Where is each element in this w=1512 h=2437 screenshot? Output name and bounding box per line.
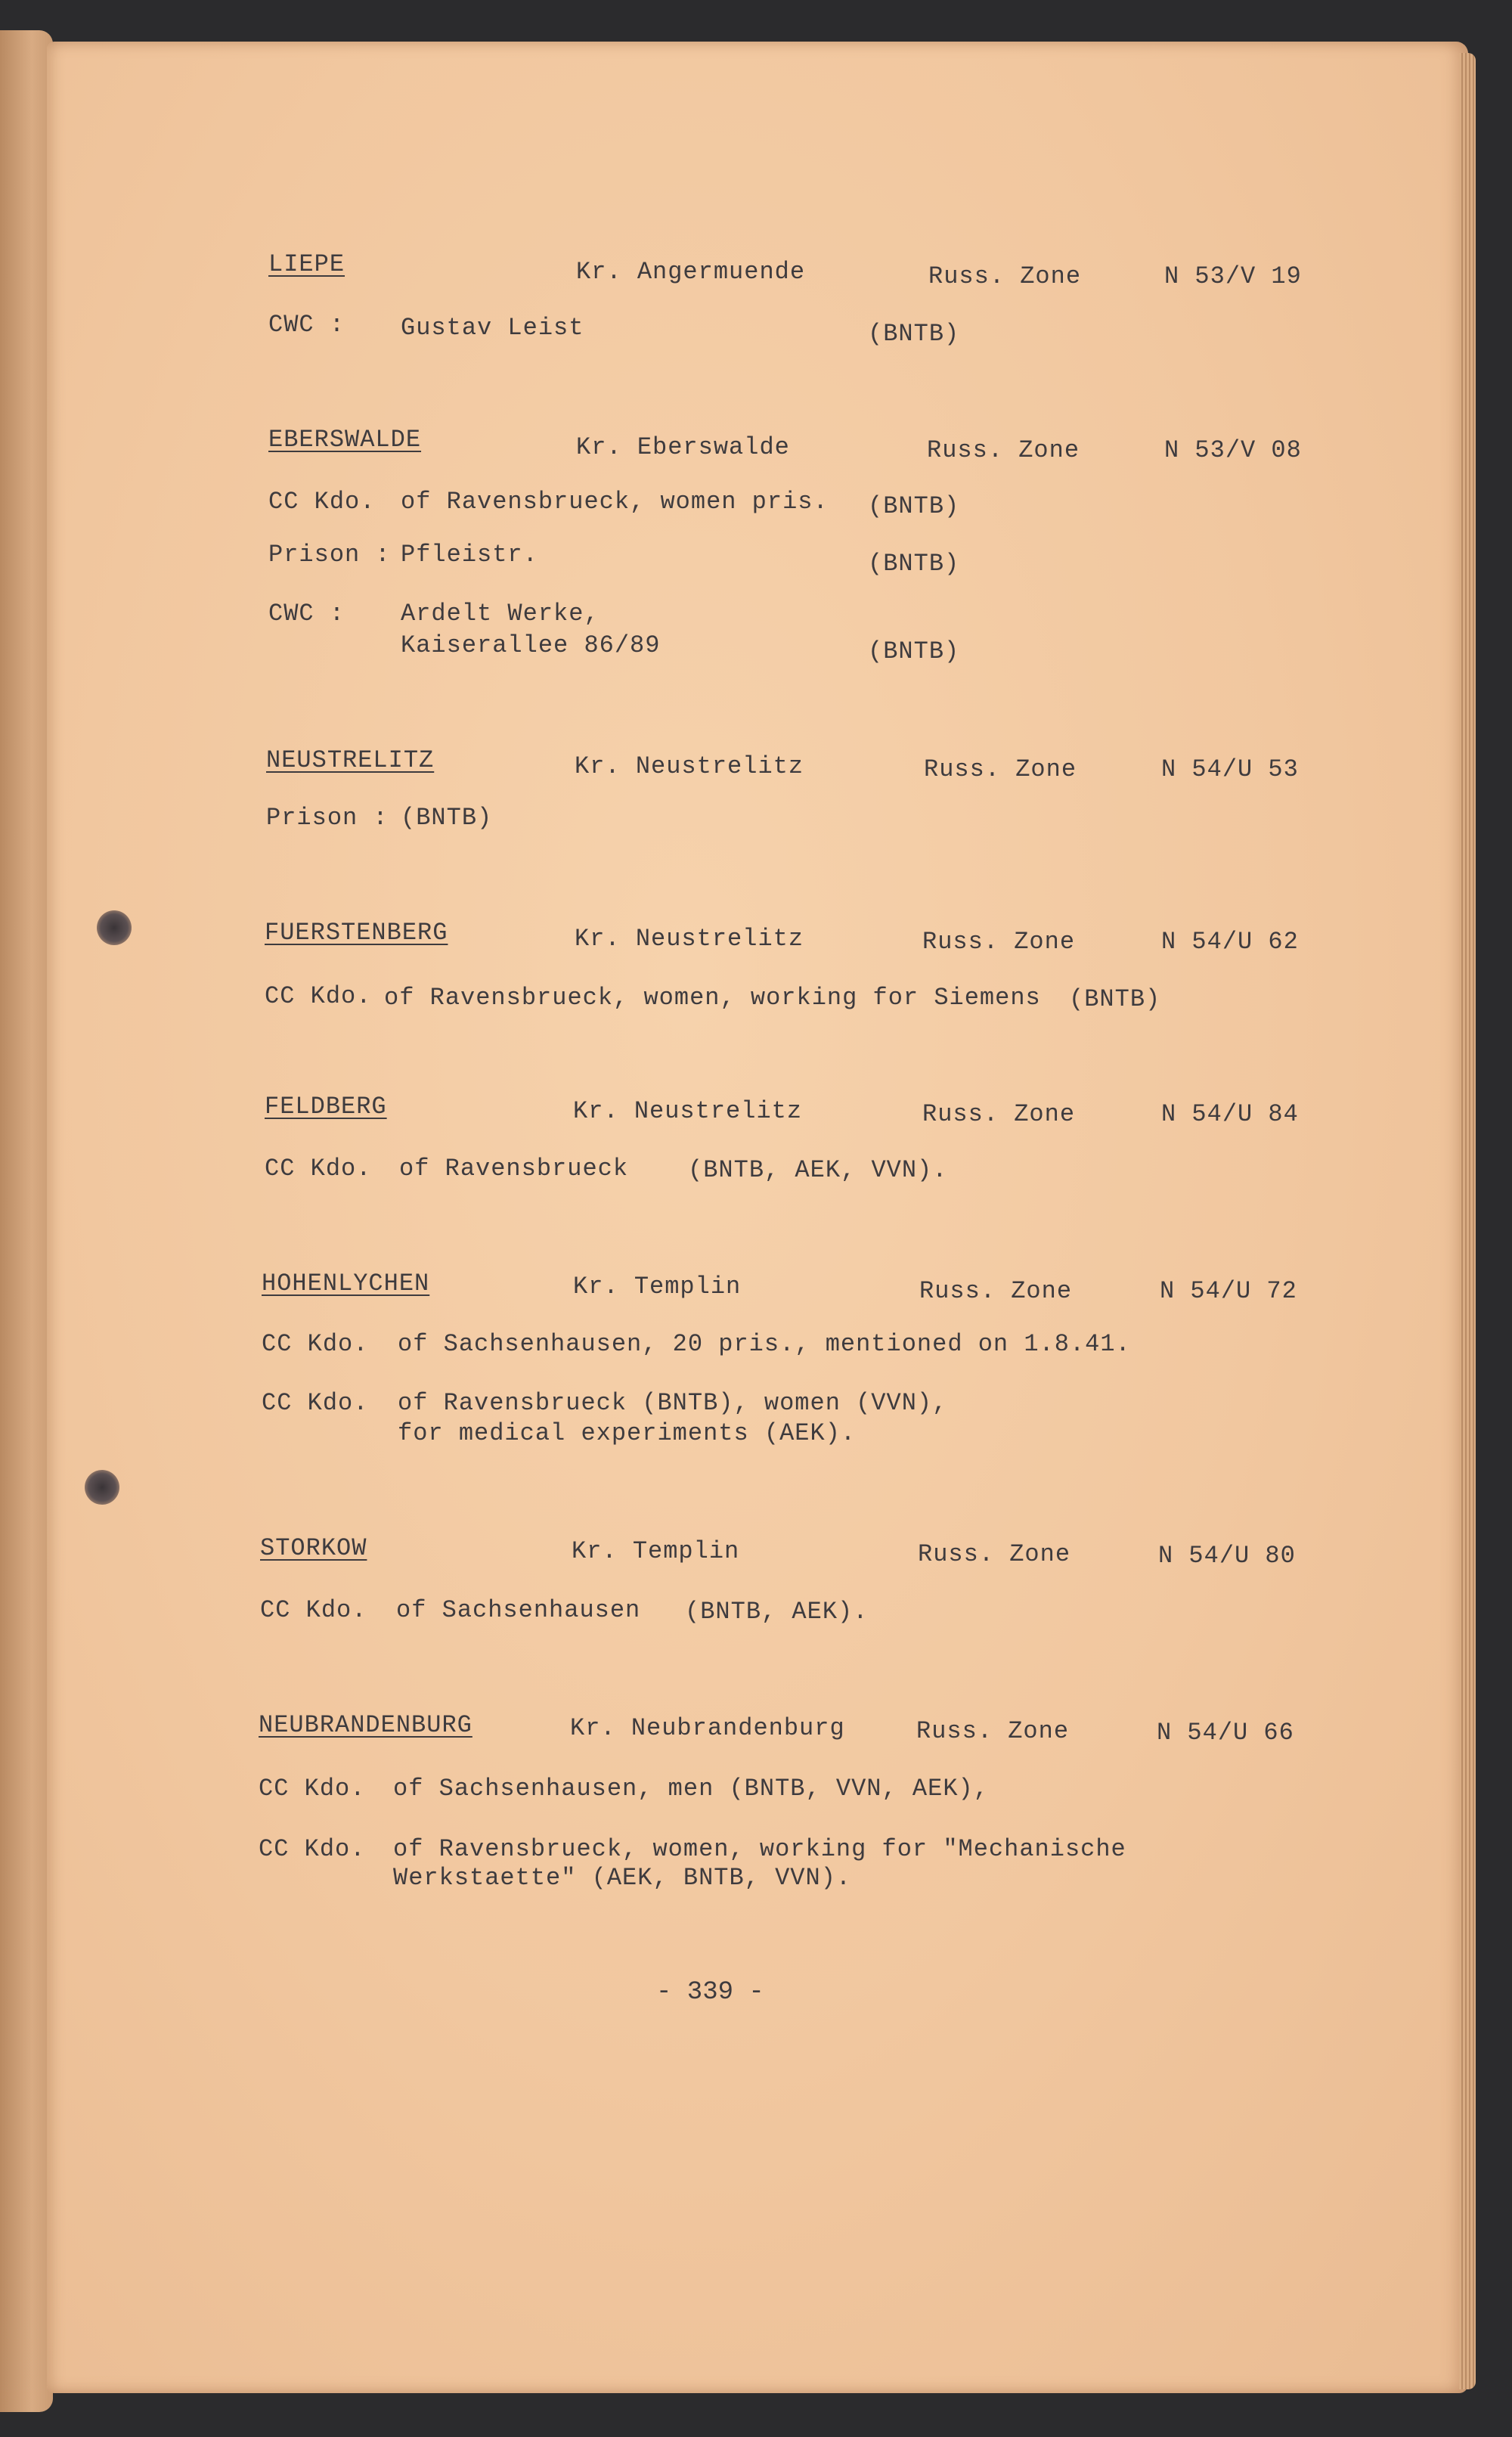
- grid-reference: N 54/U 72: [1160, 1277, 1297, 1305]
- entry-source: (BNTB): [1069, 985, 1161, 1013]
- entry-label: CC Kdo.: [260, 1596, 367, 1624]
- entry-text: of Sachsenhausen: [396, 1596, 641, 1624]
- zone: Russ. Zone: [916, 1717, 1070, 1745]
- entry-text: Gustav Leist: [401, 314, 584, 342]
- entry-text: of Ravensbrueck, women, working for Siemens: [384, 984, 1041, 1012]
- entry-source: (BNTB): [868, 320, 960, 348]
- town-name: LIEPE: [268, 250, 345, 278]
- entry-source: (BNTB, AEK).: [685, 1598, 869, 1626]
- zone: Russ. Zone: [928, 262, 1082, 290]
- entry-label: CWC :: [268, 311, 345, 339]
- page-stack-edge: [1459, 53, 1476, 2389]
- town-name: FUERSTENBERG: [265, 919, 448, 947]
- grid-reference: N 54/U 80: [1158, 1542, 1296, 1570]
- entry-text: of Sachsenhausen, men (BNTB, VVN, AEK),: [393, 1775, 989, 1803]
- grid-reference: N 54/U 66: [1157, 1719, 1294, 1747]
- entry-text-continued: Werkstaette" (AEK, BNTB, VVN).: [393, 1864, 852, 1892]
- town-name: NEUBRANDENBURG: [259, 1711, 472, 1739]
- punch-hole-top: [97, 910, 132, 945]
- grid-reference: N 53/V 19: [1164, 262, 1302, 290]
- entry-label: CC Kdo.: [262, 1330, 369, 1358]
- entry-source: (BNTB): [868, 550, 960, 578]
- entry-label: CWC :: [268, 600, 345, 628]
- town-name: STORKOW: [260, 1534, 367, 1562]
- district: Kr. Neustrelitz: [575, 752, 804, 780]
- town-name: FELDBERG: [265, 1093, 387, 1121]
- grid-reference: N 54/U 53: [1161, 755, 1299, 783]
- entry-text: of Sachsenhausen, 20 pris., mentioned on 1.8.41.: [398, 1330, 1131, 1358]
- zone: Russ. Zone: [922, 928, 1076, 956]
- entry-label: Prison :: [266, 804, 389, 832]
- town-name: HOHENLYCHEN: [262, 1270, 430, 1298]
- entry-label: CC Kdo.: [268, 488, 376, 516]
- zone: Russ. Zone: [919, 1277, 1073, 1305]
- district: Kr. Templin: [573, 1273, 742, 1301]
- grid-reference: N 53/V 08: [1164, 436, 1302, 464]
- document-page: [47, 42, 1468, 2393]
- entry-label: CC Kdo.: [259, 1775, 366, 1803]
- district: Kr. Templin: [572, 1537, 740, 1565]
- entry-text: of Ravensbrueck (BNTB), women (VVN),: [398, 1389, 948, 1417]
- left-page-edge: [0, 30, 53, 2412]
- entry-text: Ardelt Werke,: [401, 600, 600, 628]
- zone: Russ. Zone: [918, 1540, 1071, 1568]
- district: Kr. Neustrelitz: [573, 1097, 803, 1125]
- zone: Russ. Zone: [924, 755, 1077, 783]
- entry-text: of Ravensbrueck, women pris.: [401, 488, 829, 516]
- zone: Russ. Zone: [927, 436, 1080, 464]
- entry-text: Pfleistr.: [401, 541, 538, 569]
- town-name: NEUSTRELITZ: [266, 746, 435, 774]
- town-name: EBERSWALDE: [268, 426, 422, 454]
- punch-hole-bottom: [85, 1470, 119, 1505]
- entry-text-continued: Kaiserallee 86/89: [401, 631, 661, 659]
- district: Kr. Neustrelitz: [575, 925, 804, 953]
- grid-reference: N 54/U 84: [1161, 1100, 1299, 1128]
- zone: Russ. Zone: [922, 1100, 1076, 1128]
- entry-label: CC Kdo.: [262, 1389, 369, 1417]
- entry-label: Prison :: [268, 541, 391, 569]
- entry-text: of Ravensbrueck: [399, 1155, 629, 1183]
- entry-label: CC Kdo.: [265, 982, 372, 1010]
- grid-reference: N 54/U 62: [1161, 928, 1299, 956]
- district: Kr. Neubrandenburg: [570, 1714, 845, 1742]
- entry-text-continued: for medical experiments (AEK).: [398, 1419, 857, 1447]
- page-number: - 339 -: [656, 1978, 764, 2007]
- entry-text: of Ravensbrueck, women, working for "Mechanische: [393, 1835, 1126, 1863]
- entry-source: (BNTB): [868, 637, 960, 665]
- entry-label: CC Kdo.: [265, 1155, 372, 1183]
- entry-source: (BNTB, AEK, VVN).: [688, 1156, 948, 1184]
- entry-label: CC Kdo.: [259, 1835, 366, 1863]
- entry-source: (BNTB): [868, 492, 960, 520]
- district: Kr. Angermuende: [576, 258, 806, 286]
- district: Kr. Eberswalde: [576, 433, 790, 461]
- entry-text: (BNTB): [401, 804, 493, 832]
